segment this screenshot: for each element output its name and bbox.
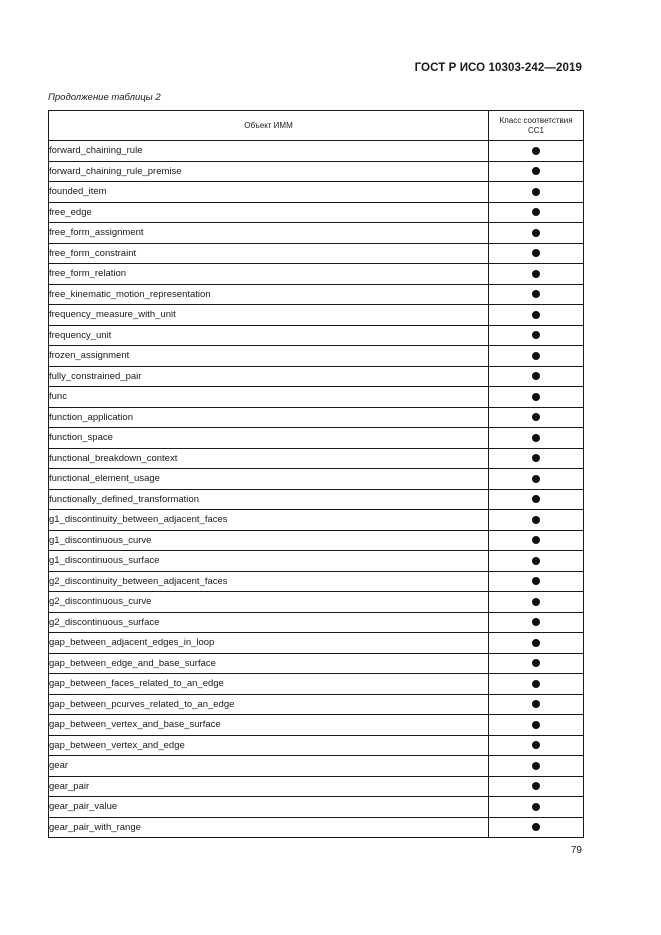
conformance-mark-cell <box>489 489 584 510</box>
entity-name-cell: frozen_assignment <box>49 346 489 367</box>
document-standard-header: ГОСТ Р ИСО 10303-242—2019 <box>414 62 582 74</box>
bullet-dot-icon <box>532 577 540 585</box>
table-row <box>49 284 584 305</box>
column-header-object: Объект ИММ <box>49 111 489 141</box>
table-row <box>49 223 584 244</box>
bullet-dot-icon <box>532 167 540 175</box>
entity-name-cell: frequency_measure_with_unit <box>49 305 489 326</box>
table-row <box>49 694 584 715</box>
conformance-mark-cell <box>489 756 584 777</box>
entity-name-cell: free_form_assignment <box>49 223 489 244</box>
bullet-dot-icon <box>532 721 540 729</box>
bullet-dot-icon <box>532 454 540 462</box>
entity-name-cell: g1_discontinuous_curve <box>49 530 489 551</box>
table-row <box>49 674 584 695</box>
conformance-mark-cell <box>489 551 584 572</box>
entity-name-cell: free_edge <box>49 202 489 223</box>
bullet-dot-icon <box>532 536 540 544</box>
bullet-dot-icon <box>532 618 540 626</box>
bullet-dot-icon <box>532 270 540 278</box>
bullet-dot-icon <box>532 229 540 237</box>
table-body <box>49 141 584 838</box>
entity-name-cell: gap_between_vertex_and_base_surface <box>49 715 489 736</box>
entity-name-cell: g1_discontinuity_between_adjacent_faces <box>49 510 489 531</box>
bullet-dot-icon <box>532 311 540 319</box>
conformance-mark-cell <box>489 284 584 305</box>
entity-name-cell: fully_constrained_pair <box>49 366 489 387</box>
table-row <box>49 817 584 838</box>
conformance-mark-cell <box>489 735 584 756</box>
bullet-dot-icon <box>532 741 540 749</box>
entity-name-cell: g2_discontinuous_surface <box>49 612 489 633</box>
conformance-mark-cell <box>489 366 584 387</box>
entity-name-cell: gap_between_faces_related_to_an_edge <box>49 674 489 695</box>
entity-name-cell: g1_discontinuous_surface <box>49 551 489 572</box>
table-row <box>49 551 584 572</box>
table-row <box>49 592 584 613</box>
entity-name-cell: gap_between_vertex_and_edge <box>49 735 489 756</box>
conformance-mark-cell <box>489 612 584 633</box>
conformance-mark-cell <box>489 428 584 449</box>
table-row <box>49 202 584 223</box>
entity-name-cell: functional_element_usage <box>49 469 489 490</box>
table-row <box>49 469 584 490</box>
entity-name-cell: gear <box>49 756 489 777</box>
conformance-mark-cell <box>489 653 584 674</box>
table-row <box>49 243 584 264</box>
entity-name-cell: free_form_constraint <box>49 243 489 264</box>
table-row <box>49 161 584 182</box>
entity-name-cell: function_space <box>49 428 489 449</box>
bullet-dot-icon <box>532 372 540 380</box>
table-caption: Продолжение таблицы 2 <box>48 92 161 103</box>
entity-name-cell: g2_discontinuous_curve <box>49 592 489 613</box>
table-row <box>49 325 584 346</box>
table-row <box>49 407 584 428</box>
entity-name-cell: gear_pair_value <box>49 797 489 818</box>
table-header-row <box>49 111 584 141</box>
entity-name-cell: functional_breakdown_context <box>49 448 489 469</box>
conformance-mark-cell <box>489 571 584 592</box>
conformance-mark-cell <box>489 264 584 285</box>
bullet-dot-icon <box>532 331 540 339</box>
bullet-dot-icon <box>532 823 540 831</box>
bullet-dot-icon <box>532 700 540 708</box>
entity-name-cell: gap_between_adjacent_edges_in_loop <box>49 633 489 654</box>
table-row <box>49 264 584 285</box>
column-header-conformance-class <box>489 111 584 141</box>
table-row <box>49 141 584 162</box>
bullet-dot-icon <box>532 782 540 790</box>
table-row <box>49 633 584 654</box>
entity-name-cell: forward_chaining_rule_premise <box>49 161 489 182</box>
table-row <box>49 510 584 531</box>
bullet-dot-icon <box>532 290 540 298</box>
table-row <box>49 756 584 777</box>
entity-name-cell: func <box>49 387 489 408</box>
conformance-mark-cell <box>489 694 584 715</box>
entity-name-cell: forward_chaining_rule <box>49 141 489 162</box>
entity-name-cell: g2_discontinuity_between_adjacent_faces <box>49 571 489 592</box>
conformance-mark-cell <box>489 469 584 490</box>
conformance-mark-cell <box>489 530 584 551</box>
bullet-dot-icon <box>532 393 540 401</box>
bullet-dot-icon <box>532 803 540 811</box>
bullet-dot-icon <box>532 659 540 667</box>
table-row <box>49 346 584 367</box>
conformance-mark-cell <box>489 141 584 162</box>
table-row <box>49 735 584 756</box>
conformance-mark-cell <box>489 776 584 797</box>
entity-name-cell: gap_between_pcurves_related_to_an_edge <box>49 694 489 715</box>
bullet-dot-icon <box>532 680 540 688</box>
entity-name-cell: gear_pair_with_range <box>49 817 489 838</box>
conformance-mark-cell <box>489 202 584 223</box>
conformance-mark-cell <box>489 182 584 203</box>
bullet-dot-icon <box>532 208 540 216</box>
conformance-mark-cell <box>489 510 584 531</box>
entity-name-cell: free_form_relation <box>49 264 489 285</box>
table-row <box>49 797 584 818</box>
table-row <box>49 776 584 797</box>
table-row <box>49 571 584 592</box>
table-row <box>49 387 584 408</box>
conformance-mark-cell <box>489 325 584 346</box>
bullet-dot-icon <box>532 352 540 360</box>
bullet-dot-icon <box>532 475 540 483</box>
table-row <box>49 653 584 674</box>
table-row <box>49 305 584 326</box>
conformance-mark-cell <box>489 715 584 736</box>
bullet-dot-icon <box>532 249 540 257</box>
bullet-dot-icon <box>532 639 540 647</box>
table-row <box>49 715 584 736</box>
table-row <box>49 182 584 203</box>
bullet-dot-icon <box>532 762 540 770</box>
page-number: 79 <box>570 845 582 856</box>
conformance-mark-cell <box>489 305 584 326</box>
entity-name-cell: functionally_defined_transformation <box>49 489 489 510</box>
entity-name-cell: founded_item <box>49 182 489 203</box>
conformance-mark-cell <box>489 448 584 469</box>
conformance-mark-cell <box>489 633 584 654</box>
conformance-mark-cell <box>489 387 584 408</box>
table-row <box>49 489 584 510</box>
bullet-dot-icon <box>532 598 540 606</box>
entity-name-cell: gear_pair <box>49 776 489 797</box>
bullet-dot-icon <box>532 495 540 503</box>
conformance-mark-cell <box>489 161 584 182</box>
conformance-mark-cell <box>489 346 584 367</box>
conformance-mark-cell <box>489 223 584 244</box>
entity-name-cell: function_application <box>49 407 489 428</box>
bullet-dot-icon <box>532 188 540 196</box>
conformance-mark-cell <box>489 243 584 264</box>
table-row <box>49 612 584 633</box>
table-row <box>49 448 584 469</box>
table-row <box>49 366 584 387</box>
bullet-dot-icon <box>532 516 540 524</box>
conformance-mark-cell <box>489 817 584 838</box>
conformance-table <box>48 110 584 838</box>
table-row <box>49 530 584 551</box>
bullet-dot-icon <box>532 434 540 442</box>
conformance-mark-cell <box>489 407 584 428</box>
conformance-mark-cell <box>489 797 584 818</box>
conformance-mark-cell <box>489 674 584 695</box>
entity-name-cell: gap_between_edge_and_base_surface <box>49 653 489 674</box>
bullet-dot-icon <box>532 557 540 565</box>
table-row <box>49 428 584 449</box>
conformance-mark-cell <box>489 592 584 613</box>
bullet-dot-icon <box>532 413 540 421</box>
entity-name-cell: free_kinematic_motion_representation <box>49 284 489 305</box>
column-header-class-code: СС1 <box>527 125 544 135</box>
entity-name-cell: frequency_unit <box>49 325 489 346</box>
bullet-dot-icon <box>532 147 540 155</box>
column-header-class-label: Класс соответствия <box>499 115 573 125</box>
